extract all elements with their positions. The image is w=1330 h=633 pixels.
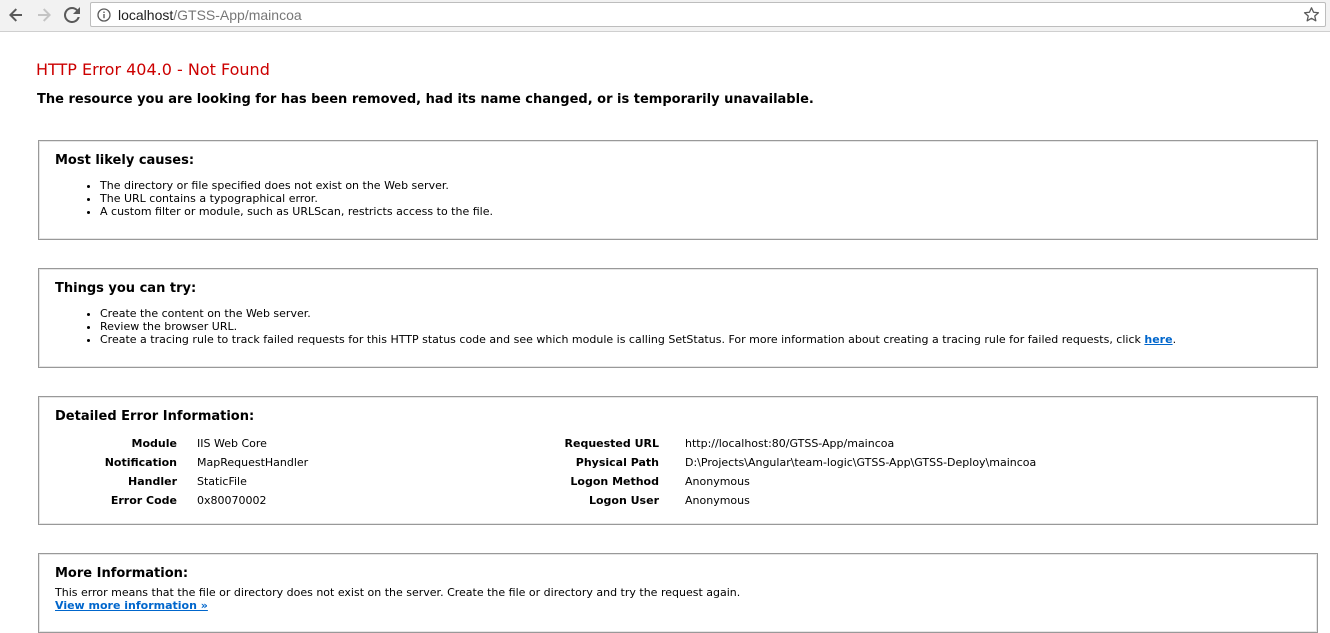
try-panel <box>38 268 1318 368</box>
detail-label: Handler <box>128 475 177 488</box>
address-bar[interactable] <box>90 2 1326 27</box>
detail-value: IIS Web Core <box>197 437 267 450</box>
star-icon[interactable] <box>1303 6 1320 23</box>
detail-label: Physical Path <box>575 456 659 469</box>
browser-toolbar <box>0 0 1330 32</box>
list-item: • Review the browser URL. <box>100 320 1176 333</box>
back-arrow-icon[interactable] <box>4 4 28 26</box>
more-info-panel <box>38 553 1318 633</box>
causes-heading: Most likely causes: <box>55 153 195 168</box>
detail-value: http://localhost:80/GTSS-App/maincoa <box>685 437 895 450</box>
causes-list <box>55 179 493 218</box>
page-title: HTTP Error 404.0 - Not Found <box>36 60 270 79</box>
detail-value: Anonymous <box>685 494 750 507</box>
detail-label: Error Code <box>110 494 177 507</box>
url-path: /GTSS-App/maincoa <box>173 7 302 23</box>
details-heading: Detailed Error Information: <box>55 409 255 424</box>
detail-value: StaticFile <box>197 475 247 488</box>
page-subtitle: The resource you are looking for has been removed, had its name changed, or is temporarily unavailable. <box>37 92 814 107</box>
detail-label: Requested URL <box>564 437 659 450</box>
detail-value: 0x80070002 <box>197 494 267 507</box>
detail-label: Logon User <box>588 494 659 507</box>
list-item: • Create the content on the Web server. <box>100 307 1176 320</box>
reload-icon[interactable] <box>60 4 84 26</box>
causes-panel <box>38 140 1318 240</box>
url-host: localhost <box>118 7 174 23</box>
tracing-suffix: . <box>1172 333 1177 346</box>
view-more-link[interactable]: View more information » <box>55 599 208 612</box>
list-item: • The directory or file specified does not exist on the Web server. <box>100 179 493 192</box>
tracing-text: Create a tracing rule to track failed requests for this HTTP status code and see which module is calling SetStatus. For more information about creating a tracing rule for failed requests, click <box>100 333 1145 346</box>
detail-label: Notification <box>104 456 177 469</box>
detail-value: Anonymous <box>685 475 750 488</box>
detail-label: Logon Method <box>570 475 659 488</box>
here-link[interactable]: here <box>1144 333 1173 346</box>
info-icon[interactable] <box>97 7 111 21</box>
forward-arrow-icon[interactable] <box>32 4 56 26</box>
url-text[interactable] <box>118 6 302 24</box>
detail-value: D:\Projects\Angular\team-logic\GTSS-App\GTSS-Deploy\maincoa <box>685 456 1037 469</box>
try-heading: Things you can try: <box>55 281 197 296</box>
more-heading: More Information: <box>55 566 189 581</box>
details-panel <box>38 396 1318 525</box>
list-item: • The URL contains a typographical error. <box>100 192 493 205</box>
detail-label: Module <box>131 437 177 450</box>
list-item <box>100 333 1176 346</box>
more-text: This error means that the file or directory does not exist on the server. Create the file or directory and try the request again. <box>55 586 741 599</box>
detail-value: MapRequestHandler <box>197 456 309 469</box>
list-item: • A custom filter or module, such as URLScan, restricts access to the file. <box>100 205 493 218</box>
try-list <box>55 307 1176 346</box>
